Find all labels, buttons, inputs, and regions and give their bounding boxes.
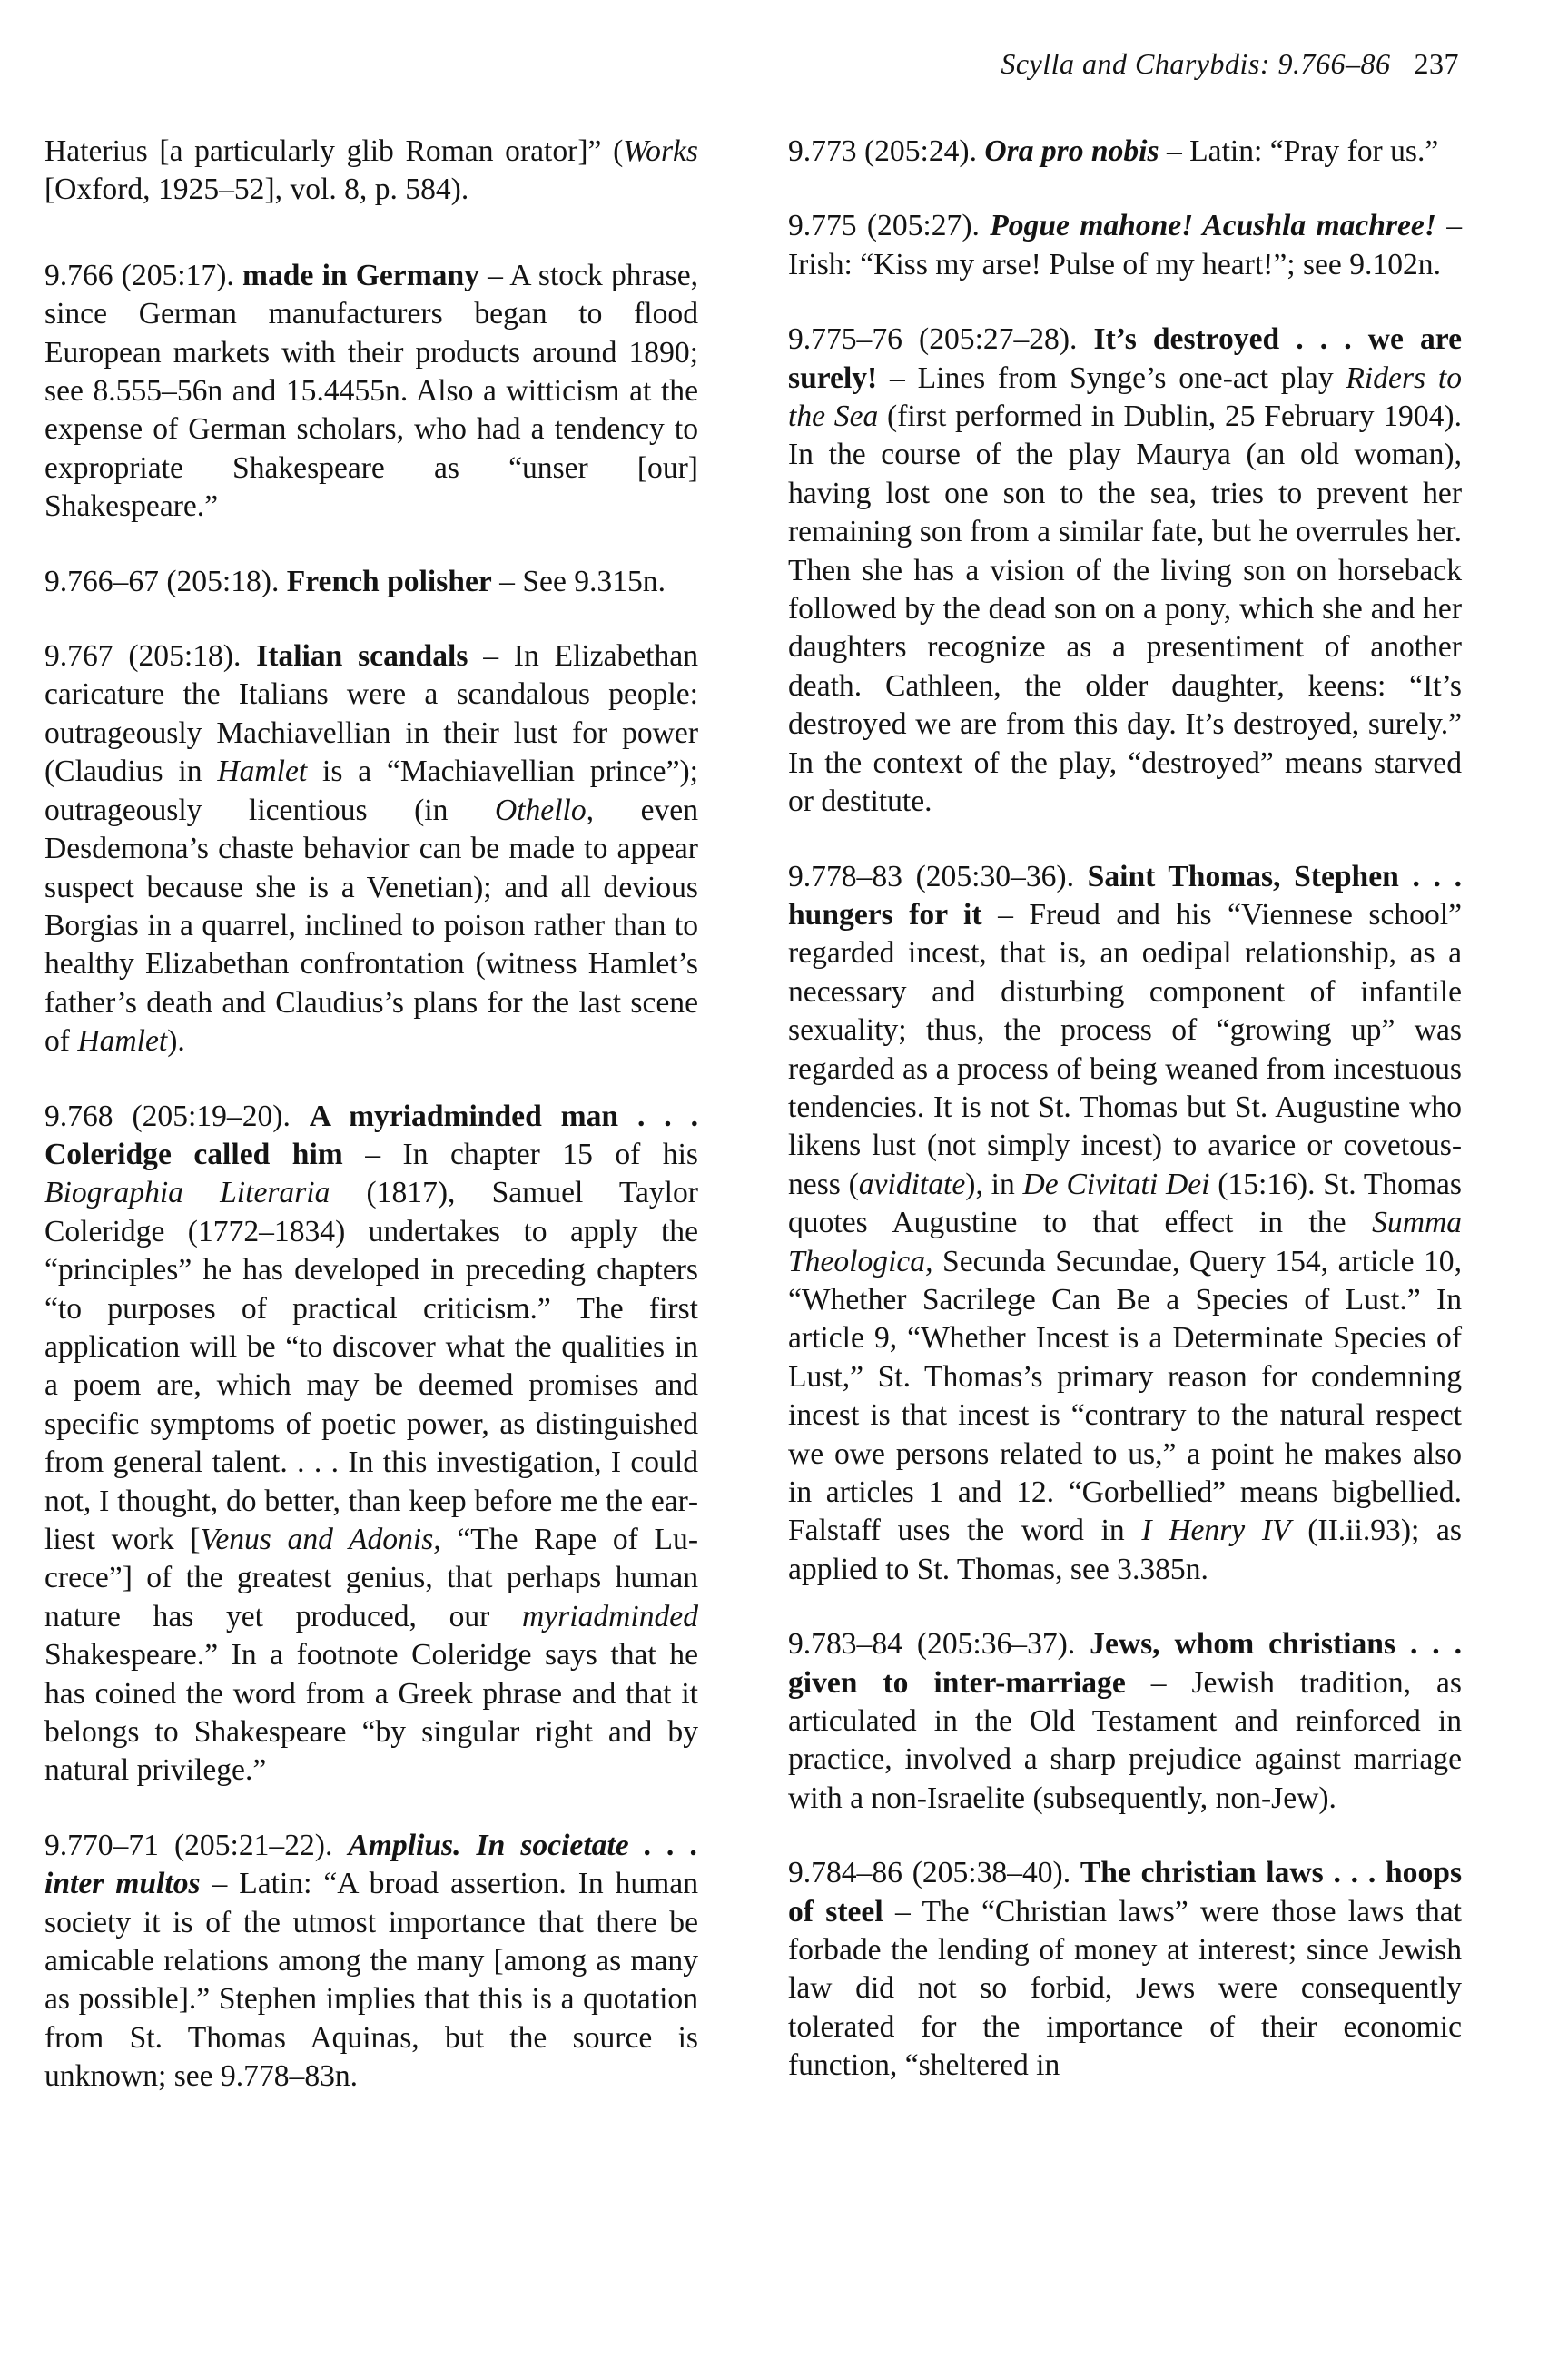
lemma-text: A myriadminded man . . . Coleridge called him: [44, 1099, 698, 1171]
annotation-entry: [788, 321, 1462, 821]
annotation-text: 9.768 (205:19–20).: [44, 1099, 310, 1133]
annotation-text: ).: [167, 1024, 185, 1059]
lemma-text: The christian laws . . . hoops of steel: [788, 1856, 1463, 1929]
annotation-entry: [788, 1625, 1462, 1818]
annotation-text: 9.766 (205:17).: [44, 258, 243, 292]
italic-text: Summa Theologica,: [788, 1206, 1462, 1278]
annotation-text: (15:16). St. Thomas quotes Augustine to that effect in the: [788, 1167, 1463, 1240]
annotation-text: – Freud and his “Viennese school” regarded incest, that is, an oedipal relationship, as a necessary and disturbing component of infantile sexuality; thus, the process of “growing up” was regarded as a process of being weaned from incestuous tendencies. It is not St. Thomas but St. Augustine who likens lust (not simply incest) to avarice or covetousness (: [788, 897, 1462, 1201]
annotation-text: – The “Christian laws” were those laws that forbade the lending of money at interest; since Jewish law did not so forbid, Jews were consequently tolerated for the importance of their economic function, “sheltered in: [788, 1894, 1462, 2083]
annotation-text: ), in: [965, 1167, 1023, 1201]
lemma-text: Saint Thomas, Stephen . . . hungers for it: [788, 859, 1462, 932]
annotation-text: – Lines from Synge’s one-act play: [877, 360, 1346, 395]
lemma-text: made in Germany: [242, 258, 479, 292]
annotation-text: – See 9.315n.: [491, 564, 666, 598]
italic-text: I Henry IV: [1141, 1514, 1291, 1548]
lemma-text: French polisher: [286, 564, 492, 598]
italic-text: Hamlet: [77, 1024, 168, 1059]
annotation-text: 9.775–76 (205:27–28).: [788, 322, 1094, 357]
annotation-text: “The Rape of Lucrece”] of the greatest genius, that perhaps human nature has yet produced, our: [44, 1523, 698, 1633]
annotation-text: – Latin: “Pray for us.”: [1159, 134, 1439, 168]
annotation-text: even Desdemona’s chaste behavior can be made to appear suspect because she is a Venetian); and all devious Borgias in a quarrel, inclined to poison rather than to healthy Elizabethan confrontation (witness Hamlet’s father’s death and Claudius’s plans for the last scene of: [44, 793, 698, 1059]
annotation-text: – Irish: “Kiss my arse! Pulse of my heart!”; see 9.102n.: [788, 209, 1462, 281]
annotation-text: – Latin: “A broad assertion. In human society it is of the utmost importance that there be amicable relations among the many [among as many as possible].” Stephen implies that this is a quotation from St. Thomas Aquinas, but the source is unknown; see 9.778–83n.: [44, 1867, 698, 2094]
italic-text: De Civitati Dei: [1022, 1167, 1210, 1201]
left-column: [44, 133, 698, 2133]
annotation-text: 9.778–83 (205:30–36).: [788, 859, 1088, 893]
annotation-entry: [44, 1098, 698, 1791]
lemma-text: Ora pro nobis: [984, 134, 1159, 168]
annotation-entry: [44, 257, 698, 527]
lemma-text: Jews, whom christians . . . given to inter-marriage: [788, 1627, 1462, 1700]
annotation-paragraph: [44, 563, 698, 601]
annotation-text: Haterius [a particularly glib Roman orator]” (: [44, 134, 624, 168]
annotation-text: – A stock phrase, since German manufacturers began to flood European markets with their products around 1890; see 8.555–56n and 15.4455n. Also a witticism at the expense of German scholars, who had a tendency to expropriate Shakespeare as “unser [our] Shakespeare.”: [44, 258, 699, 524]
annotation-text: (II.ii.93); as applied to St. Thomas, see 3.385n.: [788, 1514, 1462, 1586]
annotation-text: Shakespeare.” In a footnote Coleridge says that he has coined the word from a Greek phrase and that it belongs to Shakespeare “by singular right and by natural privilege.”: [44, 1638, 698, 1788]
annotation-entry: [44, 637, 698, 1061]
annotation-paragraph: [788, 1625, 1462, 1818]
annotation-paragraph: [788, 207, 1462, 284]
annotation-text: (first performed in Dublin, 25 February 1904). In the course of the play Maurya (an old woman), having lost one son to the sea, tries to prevent her remaining son from a similar fate, but he overrules her. Then she has a vision of the living son on horseback followed by the dead son on a pony, which she and her daughters recognize as a presentiment of another death. Cathleen, the older daughter, keens: “It’s destroyed we are from this day. It’s destroyed, surely.” In the context of the play, “destroyed” means starved or destitute.: [788, 400, 1462, 819]
annotation-text: 9.783–84 (205:36–37).: [788, 1627, 1090, 1662]
annotation-paragraph: [44, 133, 698, 210]
annotation-paragraph: [44, 1098, 698, 1791]
annotation-text: 9.767 (205:18).: [44, 639, 257, 674]
annotation-text: – In Elizabethan caricature the Italians were a scandalous people: outrageously Machiavellian in their lust for power (Claudius in: [44, 639, 698, 789]
annotation-text: [Oxford, 1925–52], vol. 8, p. 584).: [44, 173, 469, 207]
right-column: [788, 133, 1462, 2122]
annotation-paragraph: [44, 1827, 698, 2097]
annotation-paragraph: [44, 257, 698, 527]
annotation-entry: [788, 207, 1462, 284]
annotation-entry: [44, 1827, 698, 2097]
annotation-paragraph: [788, 1854, 1462, 2085]
annotation-text: 9.773 (205:24).: [788, 134, 985, 168]
annotation-paragraph: [788, 858, 1462, 1590]
italic-text: myriadminded: [522, 1599, 698, 1633]
annotation-entry: [788, 1854, 1462, 2085]
italic-text: Riders to the Sea: [788, 360, 1463, 434]
italic-text: Works: [623, 134, 698, 168]
lemma-text: Pogue mahone! Acushla machree!: [990, 209, 1436, 243]
annotation-text: 9.766–67 (205:18).: [44, 564, 287, 598]
annotation-text: is a “Machiavellian prince”); outrageously licentious (in: [44, 755, 699, 827]
lemma-text: Amplius. In societate . . . inter multos: [44, 1828, 698, 1901]
annotation-text: 9.784–86 (205:38–40).: [788, 1856, 1080, 1890]
italic-text: Venus and Adonis,: [200, 1523, 441, 1556]
annotation-text: – Jewish tradition, as articulated in the Old Testament and reinforced in practice, involved a sharp prejudice against marriage with a non-Israelite (subsequently, non-Jew).: [788, 1665, 1462, 1815]
annotation-text: 9.775 (205:27).: [788, 209, 991, 243]
lemma-text: It’s destroyed . . . we are surely!: [788, 322, 1462, 395]
annotation-entry: [44, 133, 698, 210]
italic-text: Hamlet: [217, 755, 308, 789]
annotation-entry: [788, 858, 1462, 1590]
annotation-paragraph: [44, 637, 698, 1061]
annotation-text: Secunda Secundae, Query 154, article 10, “Whether Sacrilege Can Be a Species of Lust.” In article 9, “Whether Incest is a Determinate Species of Lust,” St. Thomas’s primary reason for condemning incest is that incest is “contrary to the natural respect we owe persons related to us,” a point he makes also in articles 1 and 12. “Gorbellied” means bigbellied. Falstaff uses the word in: [788, 1244, 1462, 1548]
running-head: [1001, 47, 1459, 81]
annotation-text: (1817), Samuel Taylor Coleridge (1772–1834) undertakes to apply the “principles” he has developed in preceding chapters “to purposes of practical criticism.” The first application will be “to discover what the qualities in a poem are, which may be deemed promises and specific symptoms of poetic power, as distinguished from general talent. . . . In this investigation, I could not, I thought, do better, than keep before me the earliest work [: [44, 1176, 698, 1556]
annotation-text: 9.770–71 (205:21–22).: [44, 1828, 349, 1862]
annotation-paragraph: [788, 321, 1462, 821]
annotation-entry: [44, 563, 698, 601]
italic-text: Othello,: [494, 793, 595, 827]
page-number: 237: [1414, 47, 1459, 80]
italic-text: aviditate: [858, 1167, 966, 1201]
annotation-entry: [788, 133, 1462, 171]
lemma-text: Italian scandals: [256, 639, 468, 674]
annotation-paragraph: [788, 133, 1462, 171]
italic-text: Biographia Literaria: [44, 1176, 330, 1210]
running-head-title: Scylla and Charybdis: 9.766–86: [1001, 47, 1391, 80]
annotation-text: – In chapter 15 of his: [342, 1137, 698, 1171]
